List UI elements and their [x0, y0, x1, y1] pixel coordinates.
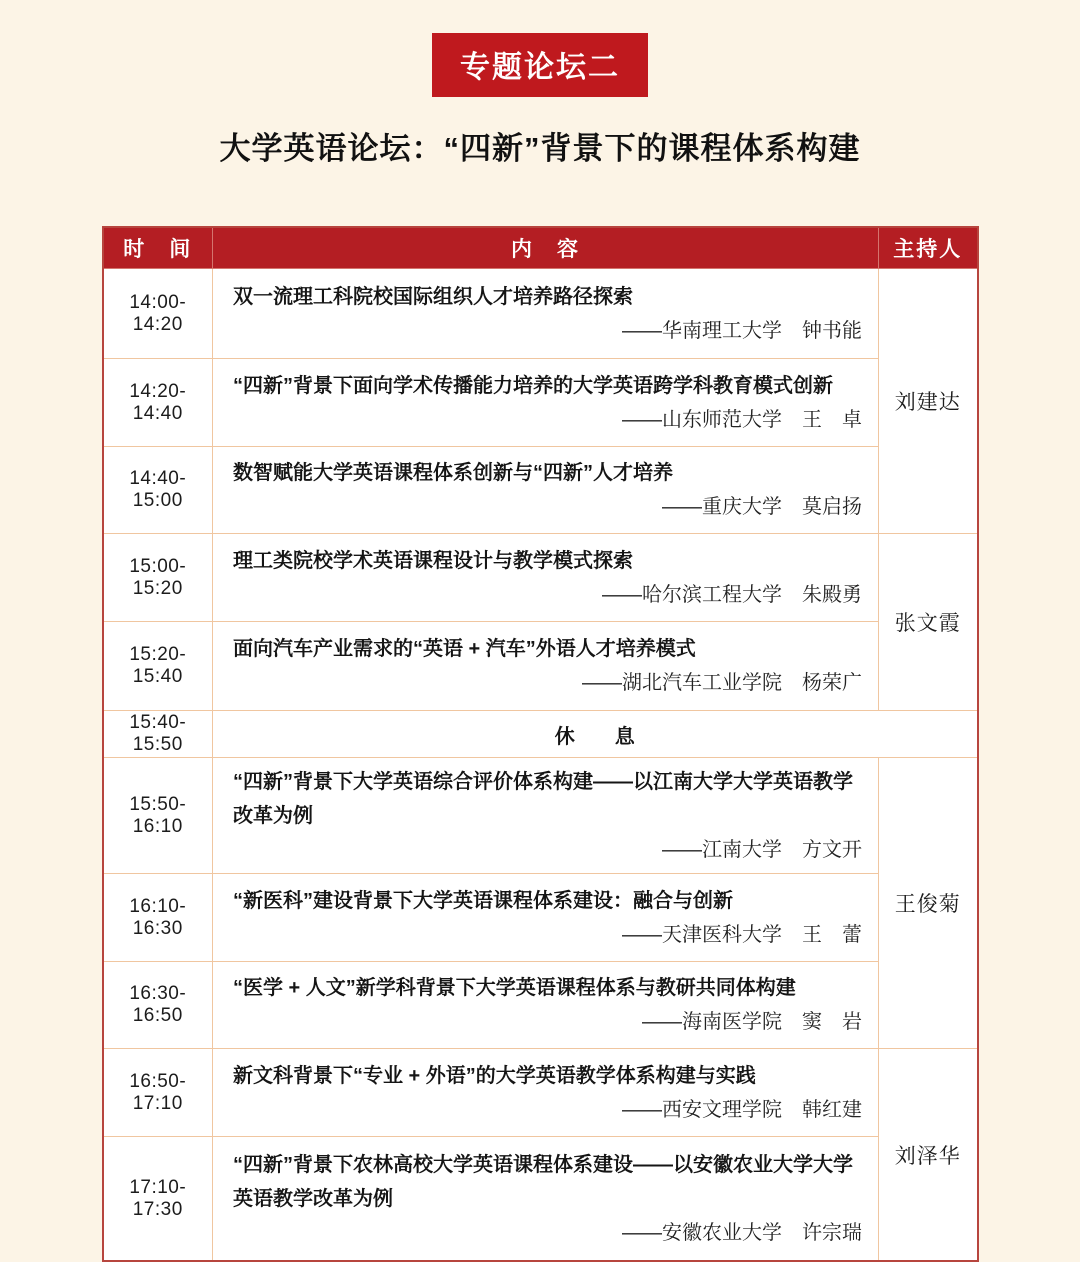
session-attribution: ——湖北汽车工业学院 杨荣广	[582, 672, 862, 694]
session-attribution: ——山东师范大学 王 卓	[622, 408, 862, 431]
moderator-cell: 刘泽华	[879, 1049, 978, 1262]
session-title: 理工类院校学术英语课程设计与教学模式探索	[233, 549, 633, 572]
content-cell	[213, 359, 879, 447]
session-title: 双一流理工科院校国际组织人才培养路径探索	[233, 285, 633, 308]
time-cell: 16:10-16:30	[103, 874, 213, 962]
session-title: 新文科背景下“专业 + 外语”的大学英语教学体系构建与实践	[233, 1064, 756, 1087]
table-row	[103, 874, 978, 962]
break-row	[103, 711, 978, 758]
session-title: 面向汽车产业需求的“英语 + 汽车”外语人才培养模式	[233, 638, 696, 660]
table-header-row	[103, 227, 978, 269]
session-attribution: ——重庆大学 莫启扬	[662, 496, 862, 518]
session-title: “四新”背景下面向学术传播能力培养的大学英语跨学科教育模式创新	[233, 374, 833, 397]
session-attribution: ——华南理工大学 钟书能	[622, 319, 862, 342]
session-attribution: ——西安文理学院 韩红建	[622, 1098, 862, 1121]
session-attribution: ——哈尔滨工程大学 朱殿勇	[602, 583, 862, 606]
forum-badge: 专题论坛二	[432, 33, 648, 97]
moderator-cell: 王俊菊	[879, 758, 978, 1049]
session-title: “四新”背景下大学英语综合评价体系构建——以江南大学大学英语教学改革为例	[233, 770, 853, 827]
moderator-column-header: 主持人	[879, 227, 978, 269]
time-cell: 17:10-17:30	[103, 1137, 213, 1262]
content-cell	[213, 758, 879, 874]
content-cell	[213, 447, 879, 534]
content-cell	[213, 1137, 879, 1262]
session-attribution: ——天津医科大学 王 蕾	[622, 923, 862, 946]
table-row	[103, 447, 978, 534]
table-row	[103, 1137, 978, 1262]
session-title: “新医科”建设背景下大学英语课程体系建设：融合与创新	[233, 889, 733, 912]
session-title: 数智赋能大学英语课程体系创新与“四新”人才培养	[233, 462, 673, 484]
content-cell	[213, 962, 879, 1049]
time-cell: 15:50-16:10	[103, 758, 213, 874]
table-row	[103, 1049, 978, 1137]
time-cell: 14:00-14:20	[103, 269, 213, 359]
content-column-header: 内 容	[213, 227, 879, 269]
time-cell: 15:20-15:40	[103, 622, 213, 711]
session-attribution: ——海南医学院 窦 岩	[642, 1011, 862, 1033]
time-cell: 16:30-16:50	[103, 962, 213, 1049]
table-row	[103, 758, 978, 874]
session-title: “四新”背景下农林高校大学英语课程体系建设——以安徽农业大学大学英语教学改革为例	[233, 1153, 853, 1210]
table-row	[103, 622, 978, 711]
table-row	[103, 359, 978, 447]
content-cell	[213, 874, 879, 962]
content-cell	[213, 534, 879, 622]
break-label: 休 息	[213, 711, 978, 758]
session-attribution: ——安徽农业大学 许宗瑞	[622, 1221, 862, 1244]
moderator-cell: 刘建达	[879, 269, 978, 534]
content-cell	[213, 622, 879, 711]
schedule-table	[102, 226, 979, 1262]
time-column-header: 时 间	[103, 227, 213, 269]
session-attribution: ——江南大学 方文开	[662, 838, 862, 861]
time-cell: 14:40-15:00	[103, 447, 213, 534]
content-cell	[213, 1049, 879, 1137]
time-cell: 15:00-15:20	[103, 534, 213, 622]
session-title: “医学 + 人文”新学科背景下大学英语课程体系与教研共同体构建	[233, 977, 796, 999]
time-cell: 14:20-14:40	[103, 359, 213, 447]
time-cell: 15:40-15:50	[103, 711, 213, 758]
table-row	[103, 534, 978, 622]
table-row	[103, 962, 978, 1049]
moderator-cell: 张文霞	[879, 534, 978, 711]
table-row	[103, 269, 978, 359]
content-cell	[213, 269, 879, 359]
time-cell: 16:50-17:10	[103, 1049, 213, 1137]
page-title: 大学英语论坛：“四新”背景下的课程体系构建	[219, 131, 861, 166]
